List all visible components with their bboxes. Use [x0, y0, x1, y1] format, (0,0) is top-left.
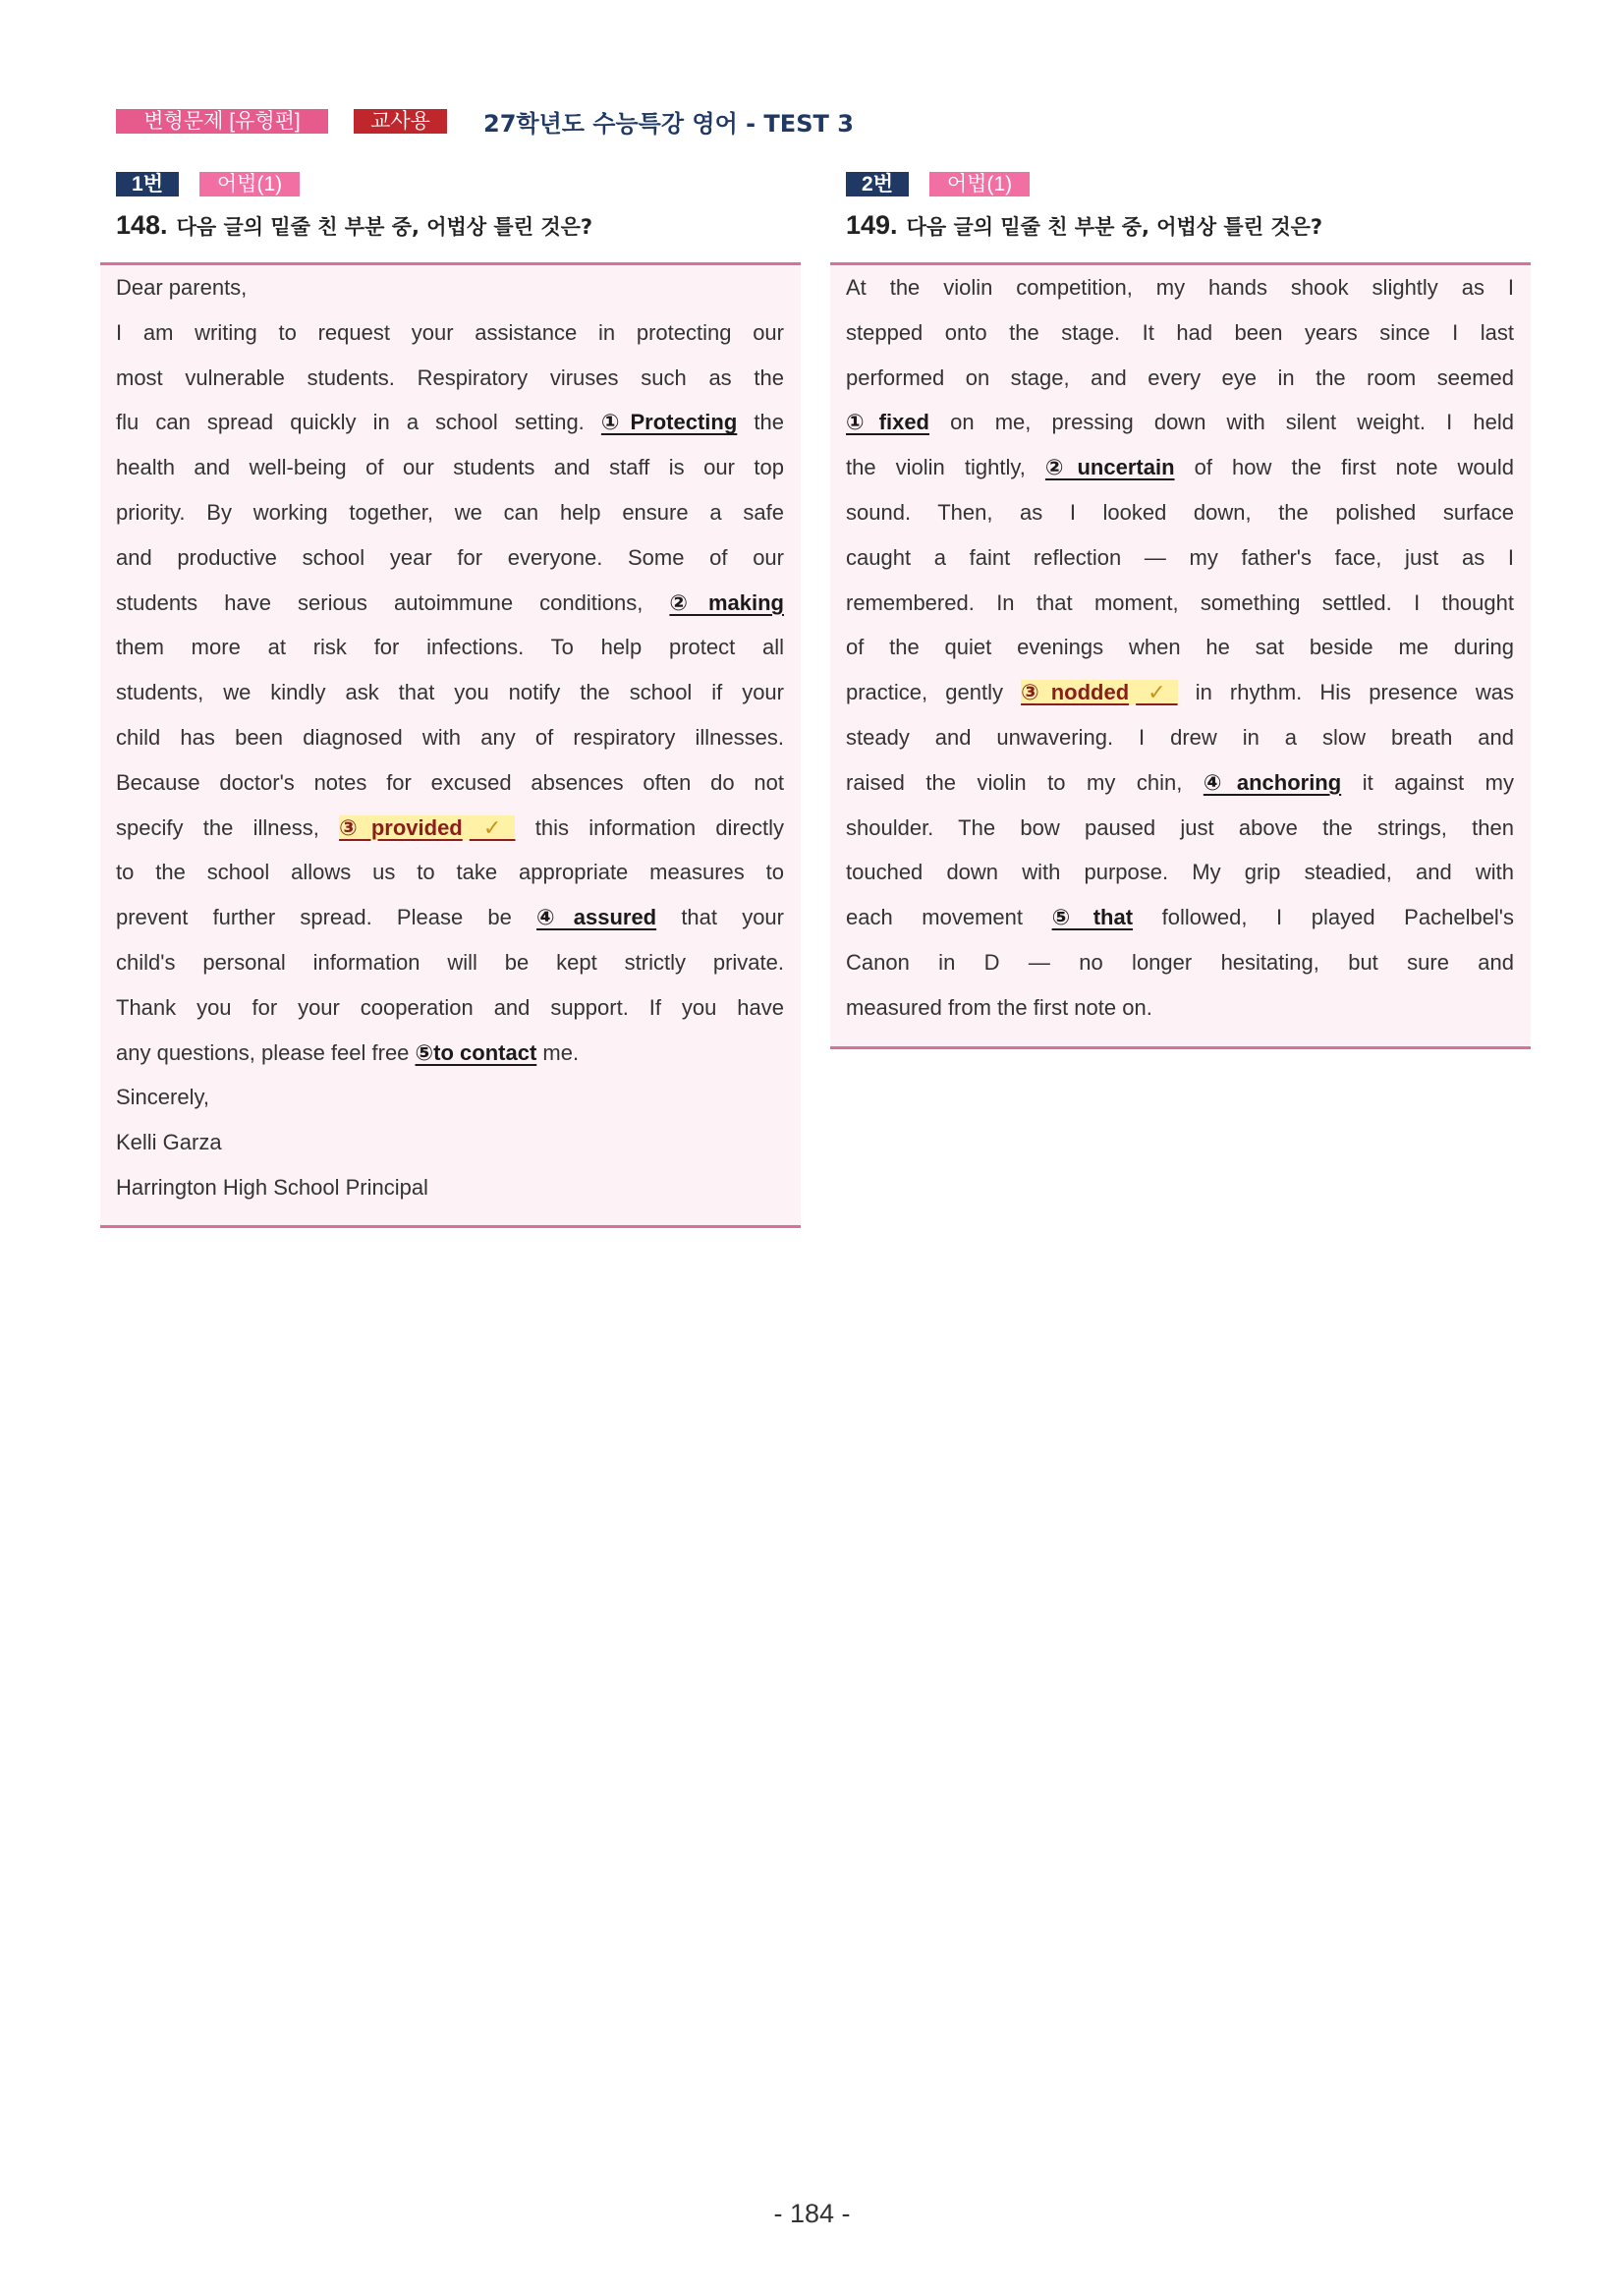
passage-line — [116, 310, 784, 356]
page-title: 27학년도 수능특강 영어 - TEST 3 — [483, 110, 854, 138]
underlined-choice: ①fixed — [846, 410, 929, 435]
passage-text: steady and unwavering. I drew in a slow breath and — [846, 724, 1514, 750]
underlined-choice: ②uncertain — [1044, 455, 1175, 480]
passage-line — [846, 715, 1514, 760]
underlined-choice: ⑤that — [1051, 905, 1134, 930]
passage-text: the violin tightly, — [846, 455, 1045, 480]
passage-line — [116, 850, 784, 895]
passage-text: each movement — [846, 905, 1052, 930]
passage-line — [846, 670, 1514, 715]
passage-text: of how the first note would — [1174, 455, 1515, 480]
passage-text: caught a faint reflection — my father's face, just as I — [846, 544, 1514, 570]
passage-line — [846, 400, 1514, 445]
passage-text: Dear parents, — [116, 275, 248, 300]
passage-line — [846, 535, 1514, 581]
passage-text: students, we kindly ask that you notify the school if your — [116, 680, 784, 705]
passage-text: specify the illness, — [116, 814, 340, 840]
passage-line — [846, 985, 1514, 1031]
passage-line — [846, 310, 1514, 356]
passage-text: Sincerely, — [116, 1085, 209, 1110]
passage-text: this information directly — [515, 814, 785, 840]
answer-choice-text: ③nodded — [1021, 680, 1130, 705]
answer-choice — [339, 815, 515, 840]
passage-text: remembered. In that moment, something settled. I thought — [846, 589, 1514, 615]
passage-text: shoulder. The bow paused just above the strings, then — [846, 814, 1514, 840]
passage-text: practice, gently — [846, 680, 1022, 705]
passage-line — [846, 940, 1514, 985]
passage-line — [116, 1120, 784, 1165]
answer-choice-text: ③provided — [339, 814, 463, 840]
passage-text: of the quiet evenings when he sat beside me during — [846, 635, 1514, 660]
passage-text: Thank you for your cooperation and support. If you have — [116, 994, 784, 1020]
passage-text: most vulnerable students. Respiratory viruses such as the — [116, 364, 784, 390]
passage — [100, 265, 801, 1210]
underlined-choice: ②making — [669, 589, 784, 615]
passage-line — [116, 670, 784, 715]
variant-type-badge: 변형문제 [유형편] — [116, 109, 328, 134]
passage-line — [116, 760, 784, 806]
passage-line — [116, 1165, 784, 1210]
passage-text: on me, pressing down with silent weight. I held — [929, 410, 1514, 435]
passage-line — [116, 1031, 784, 1076]
passage-text: that your — [656, 905, 784, 930]
passage-text: Canon in D — no longer hesitating, but sure and — [846, 949, 1514, 975]
passage — [830, 265, 1531, 1031]
passage-line — [116, 445, 784, 490]
passage-text: Harrington High School Principal — [116, 1174, 428, 1200]
question-heading — [846, 210, 1322, 242]
passage-box — [100, 262, 801, 1228]
passage-text: flu can spread quickly in a school setting. — [116, 410, 601, 435]
page-number: - 184 - — [773, 2199, 851, 2228]
question-number: 148. — [116, 210, 168, 240]
question-type-badge: 어법(1) — [929, 172, 1030, 196]
passage-line — [116, 895, 784, 940]
passage-text: touched down with purpose. My grip steadied, and with — [846, 860, 1514, 885]
passage-text: health and well-being of our students and staff is our top — [116, 455, 784, 480]
question-number: 149. — [846, 210, 898, 240]
passage-text: Kelli Garza — [116, 1130, 222, 1155]
passage-text: child's personal information will be kept strictly private. — [116, 949, 784, 975]
passage-text: stepped onto the stage. It had been years since I last — [846, 319, 1514, 345]
passage-line — [116, 806, 784, 851]
passage-line — [846, 356, 1514, 401]
question-badges — [116, 172, 300, 196]
passage-text: At the violin competition, my hands shook slightly as I — [846, 275, 1514, 300]
question-badges — [846, 172, 1030, 196]
passage-text: in rhythm. His presence was — [1177, 680, 1515, 705]
passage-line — [116, 490, 784, 535]
underlined-choice: ④assured — [536, 905, 657, 930]
passage-line — [846, 581, 1514, 626]
underlined-choice: ⑤to contact — [415, 1039, 537, 1065]
passage-line — [846, 895, 1514, 940]
page-header — [116, 109, 854, 138]
passage-line — [116, 581, 784, 626]
check-mark-icon: ✓ — [1136, 681, 1178, 706]
passage-text: priority. By working together, we can help ensure a safe — [116, 499, 784, 525]
question-index-badge: 2번 — [846, 172, 909, 196]
passage-text: raised the violin to my chin, — [846, 769, 1204, 795]
passage-text: sound. Then, as I looked down, the polished surface — [846, 499, 1514, 525]
underlined-choice: ④anchoring — [1203, 769, 1342, 795]
passage-text: me. — [536, 1039, 580, 1065]
question-prompt: 다음 글의 밑줄 친 부분 중, 어법상 틀린 것은? — [906, 215, 1323, 239]
passage-line — [116, 400, 784, 445]
passage-line — [116, 356, 784, 401]
passage-text: the — [737, 410, 784, 435]
passage-line — [116, 535, 784, 581]
passage-line — [846, 625, 1514, 670]
passage-text: I am writing to request your assistance in protecting our — [116, 319, 784, 345]
passage-line — [846, 265, 1514, 310]
question-prompt: 다음 글의 밑줄 친 부분 중, 어법상 틀린 것은? — [176, 215, 593, 239]
passage-text: and productive school year for everyone. Some of our — [116, 544, 784, 570]
passage-text: prevent further spread. Please be — [116, 905, 537, 930]
passage-line — [116, 1075, 784, 1120]
underlined-choice: ①Protecting — [600, 410, 738, 435]
passage-box — [830, 262, 1531, 1049]
passage-line — [846, 490, 1514, 535]
passage-line — [116, 985, 784, 1031]
passage-line — [846, 445, 1514, 490]
teacher-edition-badge: 교사용 — [354, 109, 447, 134]
passage-text: measured from the first note on. — [846, 994, 1152, 1020]
passage-line — [846, 850, 1514, 895]
passage-text: it against my — [1341, 769, 1514, 795]
check-mark-icon: ✓ — [469, 815, 516, 841]
passage-text: followed, I played Pachelbel's — [1133, 905, 1515, 930]
passage-text: them more at risk for infections. To help protect all — [116, 635, 784, 660]
passage-line — [846, 760, 1514, 806]
passage-line — [116, 940, 784, 985]
answer-choice — [1021, 680, 1178, 704]
passage-line — [116, 265, 784, 310]
passage-text: Because doctor's notes for excused absences often do not — [116, 769, 784, 795]
question-type-badge: 어법(1) — [199, 172, 300, 196]
passage-line — [116, 715, 784, 760]
question-index-badge: 1번 — [116, 172, 179, 196]
passage-text: students have serious autoimmune conditions, — [116, 589, 670, 615]
passage-line — [116, 625, 784, 670]
question-heading — [116, 210, 592, 242]
passage-text: to the school allows us to take appropriate measures to — [116, 860, 784, 885]
passage-text: child has been diagnosed with any of respiratory illnesses. — [116, 724, 784, 750]
passage-text: any questions, please feel free — [116, 1039, 416, 1065]
passage-line — [846, 806, 1514, 851]
passage-text: performed on stage, and every eye in the room seemed — [846, 364, 1514, 390]
